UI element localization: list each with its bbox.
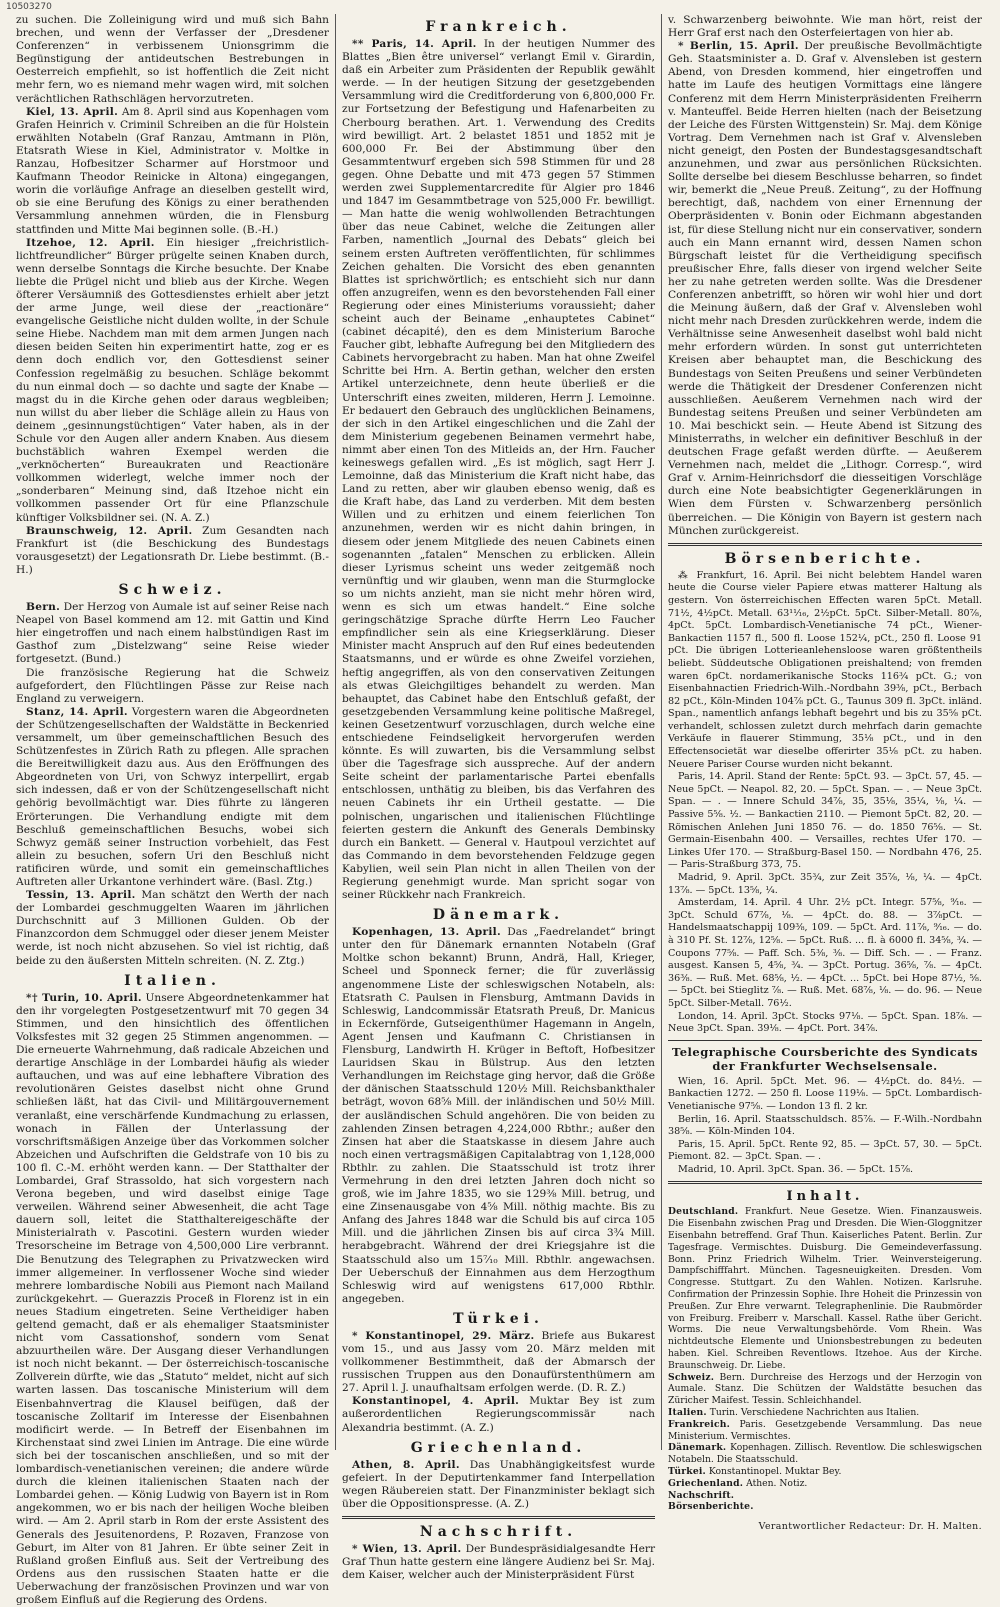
section-heading-daenemark: Dänemark. [432, 907, 565, 924]
article-stanz-body: Vorgestern waren die Abgeordneten der Schützengesellschaften der Waldstätte in Beckenried versammelt, um über gemeinschaftlichen Besuch des Schützenfestes in Zürich Rath zu pflegen. Alle sprachen die Bereitwilligkeit dazu aus. Aus den Eröffnungen des Abgeordneten von Uri, von Schwyz interpellirt, ergab sich indessen, daß er von der Schützengesellschaft nicht gehörig bevollmächtigt war. Dies führte zu längeren Erörterungen. Die Verhandlung endigte mit dem Beschluß gemeinschaftlichen Besuchs, wobei sich Schwyz gemäß seiner Instruction vorbehielt, das Fest allein zu besuchen, sofern Uri den Beschluß nicht ratificiren würde, und somit ein gemeinschaftliches Auftreten aller Urkantone verhindert wäre. (Basl. Ztg.) [16, 705, 330, 888]
article-kopenhagen-body: Das „Faedrelandet“ bringt unter den für Dänemark ernannten Notabeln (Graf Moltke schon bekannt) Brunn, Andrä, Hall, Krieger, Scheel und Sponneck ferner; die für zuverlässig angenommene Liste der schleswigschen Notabeln, als: Etatsrath C. Paulsen in Flensburg, Amtmann Davids in Schleswig, Landcommissär Etatsrath Preuß, Dr. Manicus in Eckernförde, Gutseigenthümer Hagemann in Angeln, Agent Jensen und Kaufmann C. Christiansen in Flensburg, Landwirth H. Krüger in Beftoft, Hofbesitzer Lauridsen Skau in Bülstrup. Aus den letzten Verhandlungen im Reichstage ging hervor, daß die Größe der dänischen Staatsschuld 120½ Mill. Reichsbankthaler beträgt, wovon 68⅝ Mill. der inländischen und 50½ Mill. der ausländischen Schuld angehören. Die von beiden zu zahlenden Zinsen betragen 4,224,000 Rbthr.; außer den Zinsen hat aber die Staatskasse in diesem Jahre auch noch einen vertragsmäßigen Capitalabtrag von 1,128,000 Rbthlr. zu zahlen. Die Staatsschuld ist trotz ihrer Vermehrung in den drei letzten Jahren doch nicht so groß, wie im Jahre 1835, wo sie 129⅜ Mill. betrug, und eine Zinsenausgabe von 4⅝ Mill. nöthig machte. Bis zu Anfang des Jahres 1848 war die Schuld bis auf circa 105 Mill. und die jährlichen Zinsen bis auf circa 3¾ Mill. herabgebracht. Während der drei Kriegsjahre ist die Staatsschuld also um 15⁷⁄₁₀ Mill. Rbthlr. angewachsen. Der Ueberschuß der Einnahmen aus dem Herzogthum Schleswig wird auf wenigstens 617,000 Rbthlr. angegeben. [342, 926, 655, 1305]
dateline-bern: Bern. [26, 601, 61, 614]
dateline-konstantinopel-1: * Konstantinopel, 29. März. [352, 1329, 535, 1342]
dateline-paris: ** Paris, 14. April. [352, 38, 477, 50]
toc-text: Paris. Gesetzgebende Versammlung. Das neue Ministerium. Vermischtes. [668, 1418, 982, 1442]
section-heading-schweiz: Schweiz. [118, 582, 227, 599]
column-2 [336, 14, 662, 1582]
article-turin-body: Unsere Abgeordnetenkammer hat den ihr vorgelegten Postgesetzentwurf mit 70 gegen 34 Stimmen, und den hinsichtlich des öffentlichen Volksfestes mit 32 gegen 25 Stimmen angenommen. — Die erneuerte Wahrnehmung, daß radicale Abzeichen und derartige Anschläge in der Lombardei häufig als wieder auftauchen, und was auf eine lebhaftere Vibration des revolutionären Geistes daselbst nicht ohne Grund schließen läßt, hat das Civil- und Militärgouvernement veranlaßt, eine verschärfende Kundmachung zu erlassen, wonach in Fällen der Unterlassung der vorschriftsmäßigen Anzeige über das Vorkommen solcher Abzeichen und Aufschriften die Geldstrafe von 10 bis zu 100 fl. C.-M. erhöht werden kann. — Der Statthalter der Lombardei, Graf Strassoldo, hat sich vorgestern nach Verona begeben, und wird daselbst einige Tage verweilen. Während seiner Abwesenheit, die acht Tage dauern soll, leitet die Statthaltereigeschäfte der Ministerialrath v. Pascotini. Gestern wurden wieder Tresorscheine im Betrage von 4,500,000 Lire verbrannt. Die Benutzung des Telegraphen zu Privatzwecken wird immer allgemeiner. In verflossener Woche sind wieder mehrere lombardische Nobili aus Piemont nach Mailand zurückgekehrt. — Guerazzis Proceß in Florenz ist in ein neues Stadium eingetreten. Seine Vertheidiger haben geltend gemacht, daß er als ehemaliger Staatsminister nicht vom Cassationshof, sondern vom Senat abzuurtheilen wäre. Der Ausgang dieser Verhandlungen ist noch nicht bekannt. — Der österreichisch-toscanische Zollverein dürfte, wie das „Statuto“ meldet, nicht auf sich warten lassen. Das toscanische Ministerium will dem Eisenbahnvertrag die Klausel beifügen, daß der toscanische Zolltarif im Interesse der Eisenbahnen modificirt werde. — In Betreff der Eisenbahnen im Kirchenstaat sind zwei Linien im Antrage. Die eine würde sich bei der toscanischen anschließen, und so mit der lombardisch-venetianischen vereinen; die andere würde durch die kleinen italienischen Staaten nach der Lombardei gehen. — König Ludwig von Bayern ist in Rom angekommen, wo er bis nach der heiligen Woche bleiben wird. — Am 2. April starb in Rom der erste Assistent des Generals des Jesuitenordens, P. Rozaven, Franzose von Geburt, im Alter von 81 Jahren. Er übte seiner Zeit in Rußland großen Einfluß aus. Seit der Vertreibung des Ordens aus den russischen Staaten hatte er die Ueberwachung der französischen Provinzen und war von großem Einfluß auf die Regierung des Ordens. [16, 991, 329, 1606]
section-heading-italien: Italien. [124, 972, 221, 989]
article-berlin-body: Der preußische Bevollmächtigte Geh. Staatsminister a. D. Graf v. Alvensleben ist gestern Abend, von Dresden kommend, hier eingetroffen und hatte im Laufe des heutigen Vormittags eine längere Conferenz mit dem Herrn Ministerpräsidenten Freiherrn v. Manteuffel. Beide Herren hielten (nach der Beisetzung der Leiche des Fürsten Wittgenstein) Sr. Maj. dem Könige Vortrag. Dem Vernehmen nach ist Graf v. Alvensleben nicht geneigt, den Posten der Bundestagsgesandtschaft anzunehmen, und zwar aus persönlichen Rücksichten. Sollte derselbe bei diesem Beschlusse beharren, so findet wir, bemerkt die „Neue Preuß. Zeitung“, zu der Hoffnung berechtigt, daß, nachdem von einer Ernennung der Oberpräsidenten v. Bonin oder Eichmann abgestanden ist, für diese Stellung nicht nur ein conservativer, sondern auch ein Mann ernannt wird, dessen Namen schon Bürgschaft leistet für die Vertheidigung specifisch preußischer Ehre, falls dieser von irgend welcher Seite her zu nahe getreten werden sollte. Was die Dresdener Conferenzen anbetrifft, so hören wir wohl hier und dort die Meinung äußern, daß der Graf v. Alvensleben wohl nicht mehr nach Dresden zurückkehren werde, indem die Verhältnisse seine Anwesenheit daselbst wohl bald nicht mehr erfordern würden. In sonst gut unterrichteten Kreisen aber behauptet man, die Beschickung des Bundestags von Seiten Preußens und seiner Verbündeten werde die Thätigkeit der Dresdener Conferenzen nicht ausschließen. Aeußerem Vernehmen nach wird der Bundestag seitens Preußen und seiner Verbündeten am 10. Mai beschickt sein. — Heute Abend ist Sitzung des Ministerraths, in welcher ein definitiver Beschluß in der deutschen Frage gefaßt werden dürfte. — Aeußerem Vernehmen nach, meldet die „Lithogr. Corresp.“, wird Graf v. Arnim-Heinrichsdorf die diesseitigen Vorschläge durch eine Note beabsichtigter Gegenerklärungen in Wien dem Fürsten v. Schwarzenberg persönlich überreichen. — Die Königin von Bayern ist gestern nach München zurückgereist. [668, 40, 982, 537]
article-itzehoe-body: Ein hiesiger „freichristlich-lichtfreundlicher“ Bürger prügelte seinen Knaben durch, wenn derselbe Sonntags die Kirche besuchte. Der Knabe liebte die Prügel nicht und blieb aus der Kirche. Wegen öfterer Versäumniß des Gottesdienstes erhielt aber jetzt der arme Junge, weil diese der „reactionäre“ evangelische Geistliche nicht dulden wollte, in der Schule seine Hiebe. Nachdem man mit dem armen Jungen nach diesen beiden Seiten hin experimentirt hatte, zog er es denn doch endlich vor, den Gottesdienst seiner Confession regelmäßig zu besuchen. Schläge bekommt du nun einmal doch — so dachte und sagte der Knabe — magst du in die Kirche gehen oder daraus wegbleiben; nun willst du aber lieber die Schläge allein zu Haus von deinem „gesinnungstüchtigen“ Vater haben, als in der Schule vor den Augen aller andern Knaben. Aus diesem buchstäblich wahren Exempel werden die „verknöcherten“ Bureaukraten und Reactionäre vollkommen widerlegt, welche immer noch der „sonderbaren“ Meinung sind, daß Itzehoe nicht ein vollkommen passender Ort für eine Pflanzschule künftiger Volksbildner sei. (N. A. Z.) [16, 236, 329, 524]
divider [668, 1040, 982, 1041]
article-kopenhagen [342, 926, 655, 1306]
toc-heading: Türkei. [668, 1466, 706, 1477]
toc-heading: Frankreich. [668, 1418, 731, 1430]
article-continuation: zu suchen. Die Zolleinigung wird und muß sich Bahn brechen, und wenn der Verfasser der „Dresdener Conferenzen“ in verbissenem Unionsgrimm die Begünstigung der antideutschen Bestrebungen in Oesterreich empfiehlt, so ist hoffentlich die Zeit nicht mehr fern, wo es niemand mehr wagen wird, mit solchen verächtlichen Rathschlägen hervorzutreten. [16, 14, 329, 105]
article-turin [16, 992, 329, 1607]
article-bern [16, 601, 329, 666]
market-report-london: London, 14. April. 3pCt. Stocks 97⅛. — 5pCt. Span. 18⅞. — Neue 3pCt. Span. 39⅛. — 4pCt. Port. 34⅞. [668, 1010, 982, 1035]
column-1 [10, 14, 336, 1606]
article-konstantinopel-2-body: Muktar Bey ist zum außerordentlichen Regierungscommissär nach Alexandria bestimmt. (A. Z.) [342, 1395, 655, 1434]
dateline-stanz: Stanz, 14. April. [26, 705, 128, 718]
toc-heading: Börsenberichte. [668, 1501, 754, 1513]
newspaper-columns [10, 14, 988, 1606]
market-report-frankfurt: ⁂ Frankfurt, 16. April. Bei nicht belebtem Handel waren heute die Course vieler Papiere etwas matterer Haltung als gestern. Von österreichischen Effecten waren 5pCt. Metall. 71½, 4½pCt. Metall. 63¹¹⁄₁₆, 2½pCt. 5pCt. Silber-Metall. 80⅞, 4pCt. 5pCt. Lombardisch-Venetianische 74 pCt., Wiener-Bankactien 1157 fl., 500 fl. Loose 152¼, pCt., 250 fl. Loose 91 pCt. Die übrigen Lotterieanlehensloose waren größtentheils beliebt. Süddeutsche Obligationen preishaltend; von fremden waren 6pCt. nordamerikanische Stocks 116¾ pCt. G.; von Eisenbahnactien Friedrich-Wilh.-Nordbahn 39⅜, pCt., Berbach 82 pCt., Köln-Minden 104⅞ pCt. G., Taunus 309 fl. 3pCt. inländ. Span., namentlich anfangs lebhaft begehrt und bis zu 35⅝ pCt. verhandelt, schlossen zuletzt durch mehrfach darin gemachte Verkäufe in flauerer Stimmung, 35⅛ pCt., und in den Effectensocietät war dieselbe offerirter 35⅛ pCt. zu haben. Neuere Pariser Course wurden nicht bekannt. [668, 569, 982, 770]
article-konstantinopel-2 [342, 1395, 655, 1434]
editor-credit: Verantwortlicher Redacteur: Dr. H. Malten. [758, 1521, 982, 1533]
dateline-itzehoe: Itzehoe, 12. April. [26, 236, 155, 249]
toc-heading: Griechenland. [668, 1477, 744, 1489]
table-of-contents [668, 1206, 982, 1513]
toc-text: Konstantinopel. Muktar Bey. [708, 1466, 842, 1477]
dateline-berlin: * Berlin, 15. April. [678, 40, 799, 53]
dateline-konstantinopel-2: Konstantinopel, 4. April. [352, 1395, 520, 1408]
dateline-turin: *† Turin, 10. April. [26, 991, 142, 1004]
article-kiel-body: Am 8. April sind aus Kopenhagen vom Grafen Heinrich v. Criminil Schreiben an die für Holstein erwählten Notabeln (Graf Ranzau, Amtmann in Plön, Etatsrath Wiese in Kiel, Administrator v. Moltke in Ranzau, Hofbesitzer Scharmer auf Horstmoor und Kaufmann Theodor Reinicke in Altona) eingegangen, worin die vorläufige Anfrage an dieselben gestellt wird, ob sie eine Berufung des Königs zu einer berathenden Versammlung annehmen würden, die in Flensburg stattfinden und Mitte Mai beginnen solle. (B.-H.) [16, 105, 329, 236]
article-stanz [16, 706, 329, 889]
toc-heading: Nachschrift. [668, 1489, 735, 1501]
divider [668, 543, 982, 546]
article-athen-body: Das Unabhängigkeitsfest wurde gefeiert. In der Deputirtenkammer fand Interpellation wegen Räubereien statt. Der Finanzminister beklagt sich über die Oppositionspresse. (A. Z.) [342, 1458, 655, 1510]
toc-text: Frankfurt. Neue Gesetze. Wien. Finanzausweis. Die Eisenbahn zwischen Prag und Dresden. Die Wien-Gloggnitzer Eisenbahn betreffend. Graf Thun. Kaiserliches Patent. Berlin. Zur Tagesfrage. Vermischtes. Duisburg. Die Gemeindeverfassung. Bonn. Prinz Friedrich Wilhelm. Trier. Weinversteigerung. Dampfschifffahrt. München. Tagesneuigkeiten. Dresden. Vom Congresse. Stuttgart. Zu den Wahlen. Notizen. Karlsruhe. Confirmation der Prinzessin Sophie. Ihre Hoheit die Prinzessin von Preußen. Zur Ehre verwarnt. Telegraphenlinie. Die Raubmörder von Freiburg. Freiberr v. Marschall. Kassel. Rathe über Gericht. Worms. Die neue Verwaltungsbehörde. Vom Rhein. Was nichtdeutsche Elemente und Unionsbestrebungen zu bedeuten haben. Kiel. Schreiben Reventlows. Itzehoe. Aus der Kirche. Braunschweig. Dr. Liebe. [668, 1206, 983, 1371]
toc-heading: Italien. [668, 1407, 707, 1419]
divider [342, 1516, 655, 1519]
toc-entry [668, 1442, 982, 1466]
telegraph-report-wien: Wien, 16. April. 5pCt. Met. 96. — 4½pCt. do. 84½. — Bankactien 1272. — 250 fl. Loose 119⅛. — 5pCt. Lombardisch-Venetianische 97⅝. — London 13 fl. 2 kr. [668, 1075, 982, 1112]
section-heading-griechenland: Griechenland. [410, 1439, 587, 1456]
dateline-kopenhagen: Kopenhagen, 13. April. [352, 926, 501, 939]
dateline-tessin: Tessin, 13. April. [26, 889, 136, 902]
dateline-wien: * Wien, 13. April. [352, 1543, 462, 1556]
article-braunschweig-body: Zum Gesandten nach Frankfurt ist (die Beschickung des Bundestags vorausgesetzt) der Legationsrath Dr. Liebe bestimmt. (B.-H.) [16, 524, 330, 576]
article-tessin-body: Man schätzt den Werth der nach der Lombardei geschmuggelten Waaren im jährlichen Durchschnitt auf 3 Millionen Gulden. Ob der Finanzcordon dem Schmuggel oder dieser jenem Meister werde, ist noch nicht abzusehen. So viel ist richtig, daß beide zu den äußersten Mitteln schreiten. (N. Z. Ztg.) [16, 889, 330, 967]
article-konstantinopel-1 [342, 1330, 655, 1395]
table-of-contents-title: Inhalt. [786, 1189, 864, 1205]
divider [668, 1181, 982, 1184]
article-paris [342, 38, 655, 902]
toc-heading: Dänemark. [668, 1442, 727, 1454]
dateline-kiel: Kiel, 13. April. [26, 105, 119, 118]
toc-entry [668, 1419, 982, 1443]
article-paris-body: In der heutigen Nummer des Blattes „Bien être universel“ verlangt Emil v. Girardin, daß ein Arbeiter zum Präsidenten der Republik gewählt werde. — In der heutigen Sitzung der gesetzgebenden Versammlung wird die Creditforderung von 6,800,000 Fr. zur Fortsetzung der Befestigung und Hafenarbeiten zu Cherbourg berathen. Art. 1. Verwendung des Credits wird bewilligt. Art. 2 belastet 1851 und 1852 mit je 600,000 Fr. Bei der Abstimmung über den Gesammtentwurf ergeben sich 598 Stimmen für und 28 gegen. Ohne Debatte und mit 473 gegen 57 Stimmen werden zwei Supplementarcredite für Algier pro 1846 und 1847 im Gesammtbetrage von 525,000 Fr. bewilligt. — Man hatte die wenig wohlwollenden Betrachtungen über das neue Cabinet, welche die Zeitungen aller Farben, namentlich „Journal des Debats“ gleich bei seinem ersten Auftreten veröffentlichten, für schlimmes Zeichen gehalten. Die Vorsicht des eben genannten Blattes ist sprichwörtlich; es entschieht sich nur dann offen anzugreifen, wenn es den bevorstehenden Fall einer Regierung oder eines Ministeriums voraussieht; daher scheint auch der Beiname „enhauptetes Cabinet“ (cabinet décapité), den es dem Ministerium Baroche Faucher gibt, lebhafte Aufregung bei den Mitgliedern des Cabinets hervorgebracht zu haben. Man hat ohne Zweifel Schritte bei Hrn. A. Bertin gethan, welcher den ersten Artikel unterzeichnete, denn heute überließ er die Unterschrift eines zweiten, milderen, Herrn J. Lemoinne. Er bedauert den Gebrauch des unglücklichen Beinamens, der sich in den Artikel eingeschlichen und die Zahl der dem Ministerium gegebenen Beinamen vermehrt habe, nimmt aber einen Ton des Mitleids an, der Hrn. Faucher keineswegs gefallen wird. „Es ist möglich, sagt Herr J. Lemoinne, daß das Ministerium die Kraft nicht habe, das Land zu retten, aber wir glauben ebenso wenig, daß es die Kraft habe, das Land zu verderben. Mit dem besten Willen und zu erhitzen und einem feierlichen Ton anzunehmen, werden wir es nicht dahin bringen, in diesem oder jenem Mitgliede des neuen Cabinets einen sogenannten „fatalen“ Menschen zu erblicken. Allein dieser Lyrismus scheint uns weder zeitgemäß noch vernünftig und wir glauben, wenn man die Sturmglocke so um nichts anzieht, man sie nicht mehr hören wird, wenn es sich um etwas handelt.“ Eine solche geringschätzige Sprache dürfte Herrn Leo Faucher empfindlicher sein als eine Kriegserklärung. Dieser Minister macht Anspruch auf den Ruf eines bedeutenden Staatsmanns, und er würde es ohne Zweifel vorziehen, heftig angegriffen, als von den conservativen Zeitungen als etwas Gleichgiltiges behandelt zu werden. Man behauptet, das Cabinet habe den Entschluß gefaßt, der gesetzgebenden Versammlung keine politische Maßregel, keinen Gesetzentwurf vorzuschlagen, durch welche eine entschiedene Feindseligkeit hervorgerufen werden könnte. Es will zuwarten, bis die Versammlung selbst über die Tagesfrage sich ausspreche. Auf der andern Seite scheint der parlamentarische Partei ebenfalls entschlossen, unthätig zu bleiben, bis das Verfahren des neuen Cabinets ihr ein Urtheil gestatte. — Die polnischen, ungarischen und italienischen Flüchtlinge feierten gestern die Ankunft des Generals Dembinsky durch ein Bankett. — General v. Hautpoul verzichtet auf das Commando in dem bevorstehenden Feldzuge gegen Kabylien, weil sein Plan nicht in allen Theilen von der Regierung genehmigt wurde. Man spricht sogar von seiner Rückkehr nach Frankreich. [342, 38, 656, 902]
section-heading-telegraph: Telegraphische Coursberichte des Syndicats der Frankfurter Wechselsensale. [671, 1044, 979, 1073]
article-bern-body: Der Herzog von Aumale ist auf seiner Reise nach Neapel von Basel kommend am 12. mit Gattin und Kind hier eingetroffen und nach einem halbstündigen Rast im Gasthof zum „Distelzwang“ seine Reise wieder fortgesetzt. (Bund.) [16, 601, 329, 666]
toc-entry [668, 1490, 982, 1502]
toc-text: Kopenhagen. Zillisch. Reventlow. Die schleswigschen Notabeln. Die Staatsschuld. [668, 1442, 982, 1466]
toc-entry [668, 1478, 982, 1490]
article-berlin [668, 40, 982, 538]
article-braunschweig [16, 525, 329, 577]
article-wien [342, 1543, 655, 1582]
toc-heading: Deutschland. [668, 1206, 739, 1218]
telegraph-report-paris: Paris, 15. April. 5pCt. Rente 92, 85. — 3pCt. 57, 30. — 5pCt. Piemont. 82. — 3pCt. Span. — . [668, 1138, 982, 1163]
toc-entry [668, 1466, 982, 1478]
market-report-madrid: Madrid, 9. April. 3pCt. 35¾, zur Zeit 35⅞, ⅛, ¼. — 4pCt. 13⅞. — 5pCt. 13⅝, ¼. [668, 872, 982, 896]
toc-entry [668, 1206, 982, 1371]
article-konstantinopel-1-body: Briefe aus Bukarest vom 15., und aus Jassy vom 20. März melden mit vollkommener Bestimmtheit, daß der Abmarsch der russischen Truppen aus den Donaufürstenthümern am 27. April l. J. unaufhaltsam erfolgen werde. (D. R. Z.) [342, 1329, 655, 1395]
dateline-braunschweig: Braunschweig, 12. April. [26, 524, 193, 537]
page-id: 10503270 [6, 2, 52, 12]
article-athen [342, 1459, 655, 1511]
telegraph-report-berlin: Berlin, 16. April. Staatsschuldsch. 85⅞. — F.-Wilh.-Nordbahn 38⅝. — Köln-Minden 104. [668, 1113, 982, 1138]
article-itzehoe [16, 237, 329, 525]
section-heading-frankreich: Frankreich. [425, 19, 572, 35]
article-tessin [16, 889, 329, 968]
toc-entry [668, 1372, 982, 1407]
market-report-paris: Paris, 14. April. Stand der Rente: 5pCt. 93. — 3pCt. 57, 45. — Neue 5pCt. — Neapol. 82, 20. — 5pCt. Span. — . — Neue 3pCt. Span. — . — Innere Schuld 34⅞, 35, 35⅛, 35¼, ⅛, ¼. — Passive 5⅝. ½. — Bankactien 2110. — Piemont 5pCt. 82, 20. — Römischen Anlehen Juni 1850 76. — do. 1850 76⅝. — St. Germain-Eisenbahn 400. — Versailles, rechtes Ufer 170. — Linkes Ufer 170. — Straßburg-Basel 150. — Nordbahn 476, 25. — Paris-Straßburg 373, 75. [668, 771, 982, 871]
market-report-amsterdam: Amsterdam, 14. April. 4 Uhr. 2½ pCt. Integr. 57⅝, ⁹⁄₁₆. — 3pCt. Schuld 67⅞, ⅛. — 4pCt. do. 88. — 3⅞pCt. — Handelsmaatschappij 109⅜, 109. — 5pCt. Ard. 11⅞, ⁹⁄₁₆. — do. à 310 Pf. St. 12⅞, 12⅝. — 5pCt. Ruß. ... fl. à 6000 fl. 34⅝, ¾. — Coupons 77⅝. — Paff. Sch. 5⅜, ⅜. — Diff. Sch. — . — Franz. ausgest. Kansen 5, 4⅝, ¾. — 3pCt. Portug. 36⅝, ⅞. — 4pCt. 36⅜. — Ruß. Met. 68⅝, ½. — 4pCt. ... 5pCt. bei Hope 87½, ⅝. — 5pCt. bei Stieglitz ⅞. — Ruß. Met. 68⅞, ⅛. — do. 96. — Neue 5pCt. Silber-Metall. 76½. [668, 897, 982, 1009]
article-continuation-wien: v. Schwarzenberg beiwohnte. Wie man hört, reist der Herr Graf erst nach den Osterfeiertagen von hier ab. [668, 14, 982, 40]
toc-text: Athen. Notiz. [746, 1477, 808, 1489]
section-heading-tuerkei: Türkei. [453, 1310, 544, 1327]
toc-text: Turin. Verschiedene Nachrichten aus Italien. [709, 1407, 920, 1419]
toc-entry [668, 1407, 982, 1419]
toc-text: Bern. Durchreise des Herzogs und der Herzogin von Aumale. Stanz. Die Schützen der Waldstätte besuchen das Züricher Maifest. Tessin. Schleichhandel. [668, 1371, 982, 1407]
dateline-athen: Athen, 8. April. [352, 1458, 460, 1471]
article-wien-body: Der Bundespräsidialgesandte Herr Graf Thun hatte gestern eine längere Audienz bei Sr. Maj. dem Kaiser, welcher auch der Ministerpräsident Fürst [342, 1543, 656, 1582]
section-heading-nachschrift: Nachschrift. [419, 1524, 578, 1541]
toc-heading: Schweiz. [668, 1371, 715, 1383]
section-heading-boersenberichte: Börsenberichte. [724, 550, 926, 567]
article-fluechtlinge: Die französische Regierung hat die Schweiz aufgefordert, den Flüchtlingen Pässe zur Reise nach England zu verweigern. [16, 666, 329, 705]
toc-entry [668, 1501, 982, 1513]
article-kiel [16, 106, 329, 237]
telegraph-report-madrid: Madrid, 10. April. 3pCt. Span. 36. — 5pCt. 15⅞. [678, 1163, 914, 1175]
column-3 [662, 14, 988, 1533]
